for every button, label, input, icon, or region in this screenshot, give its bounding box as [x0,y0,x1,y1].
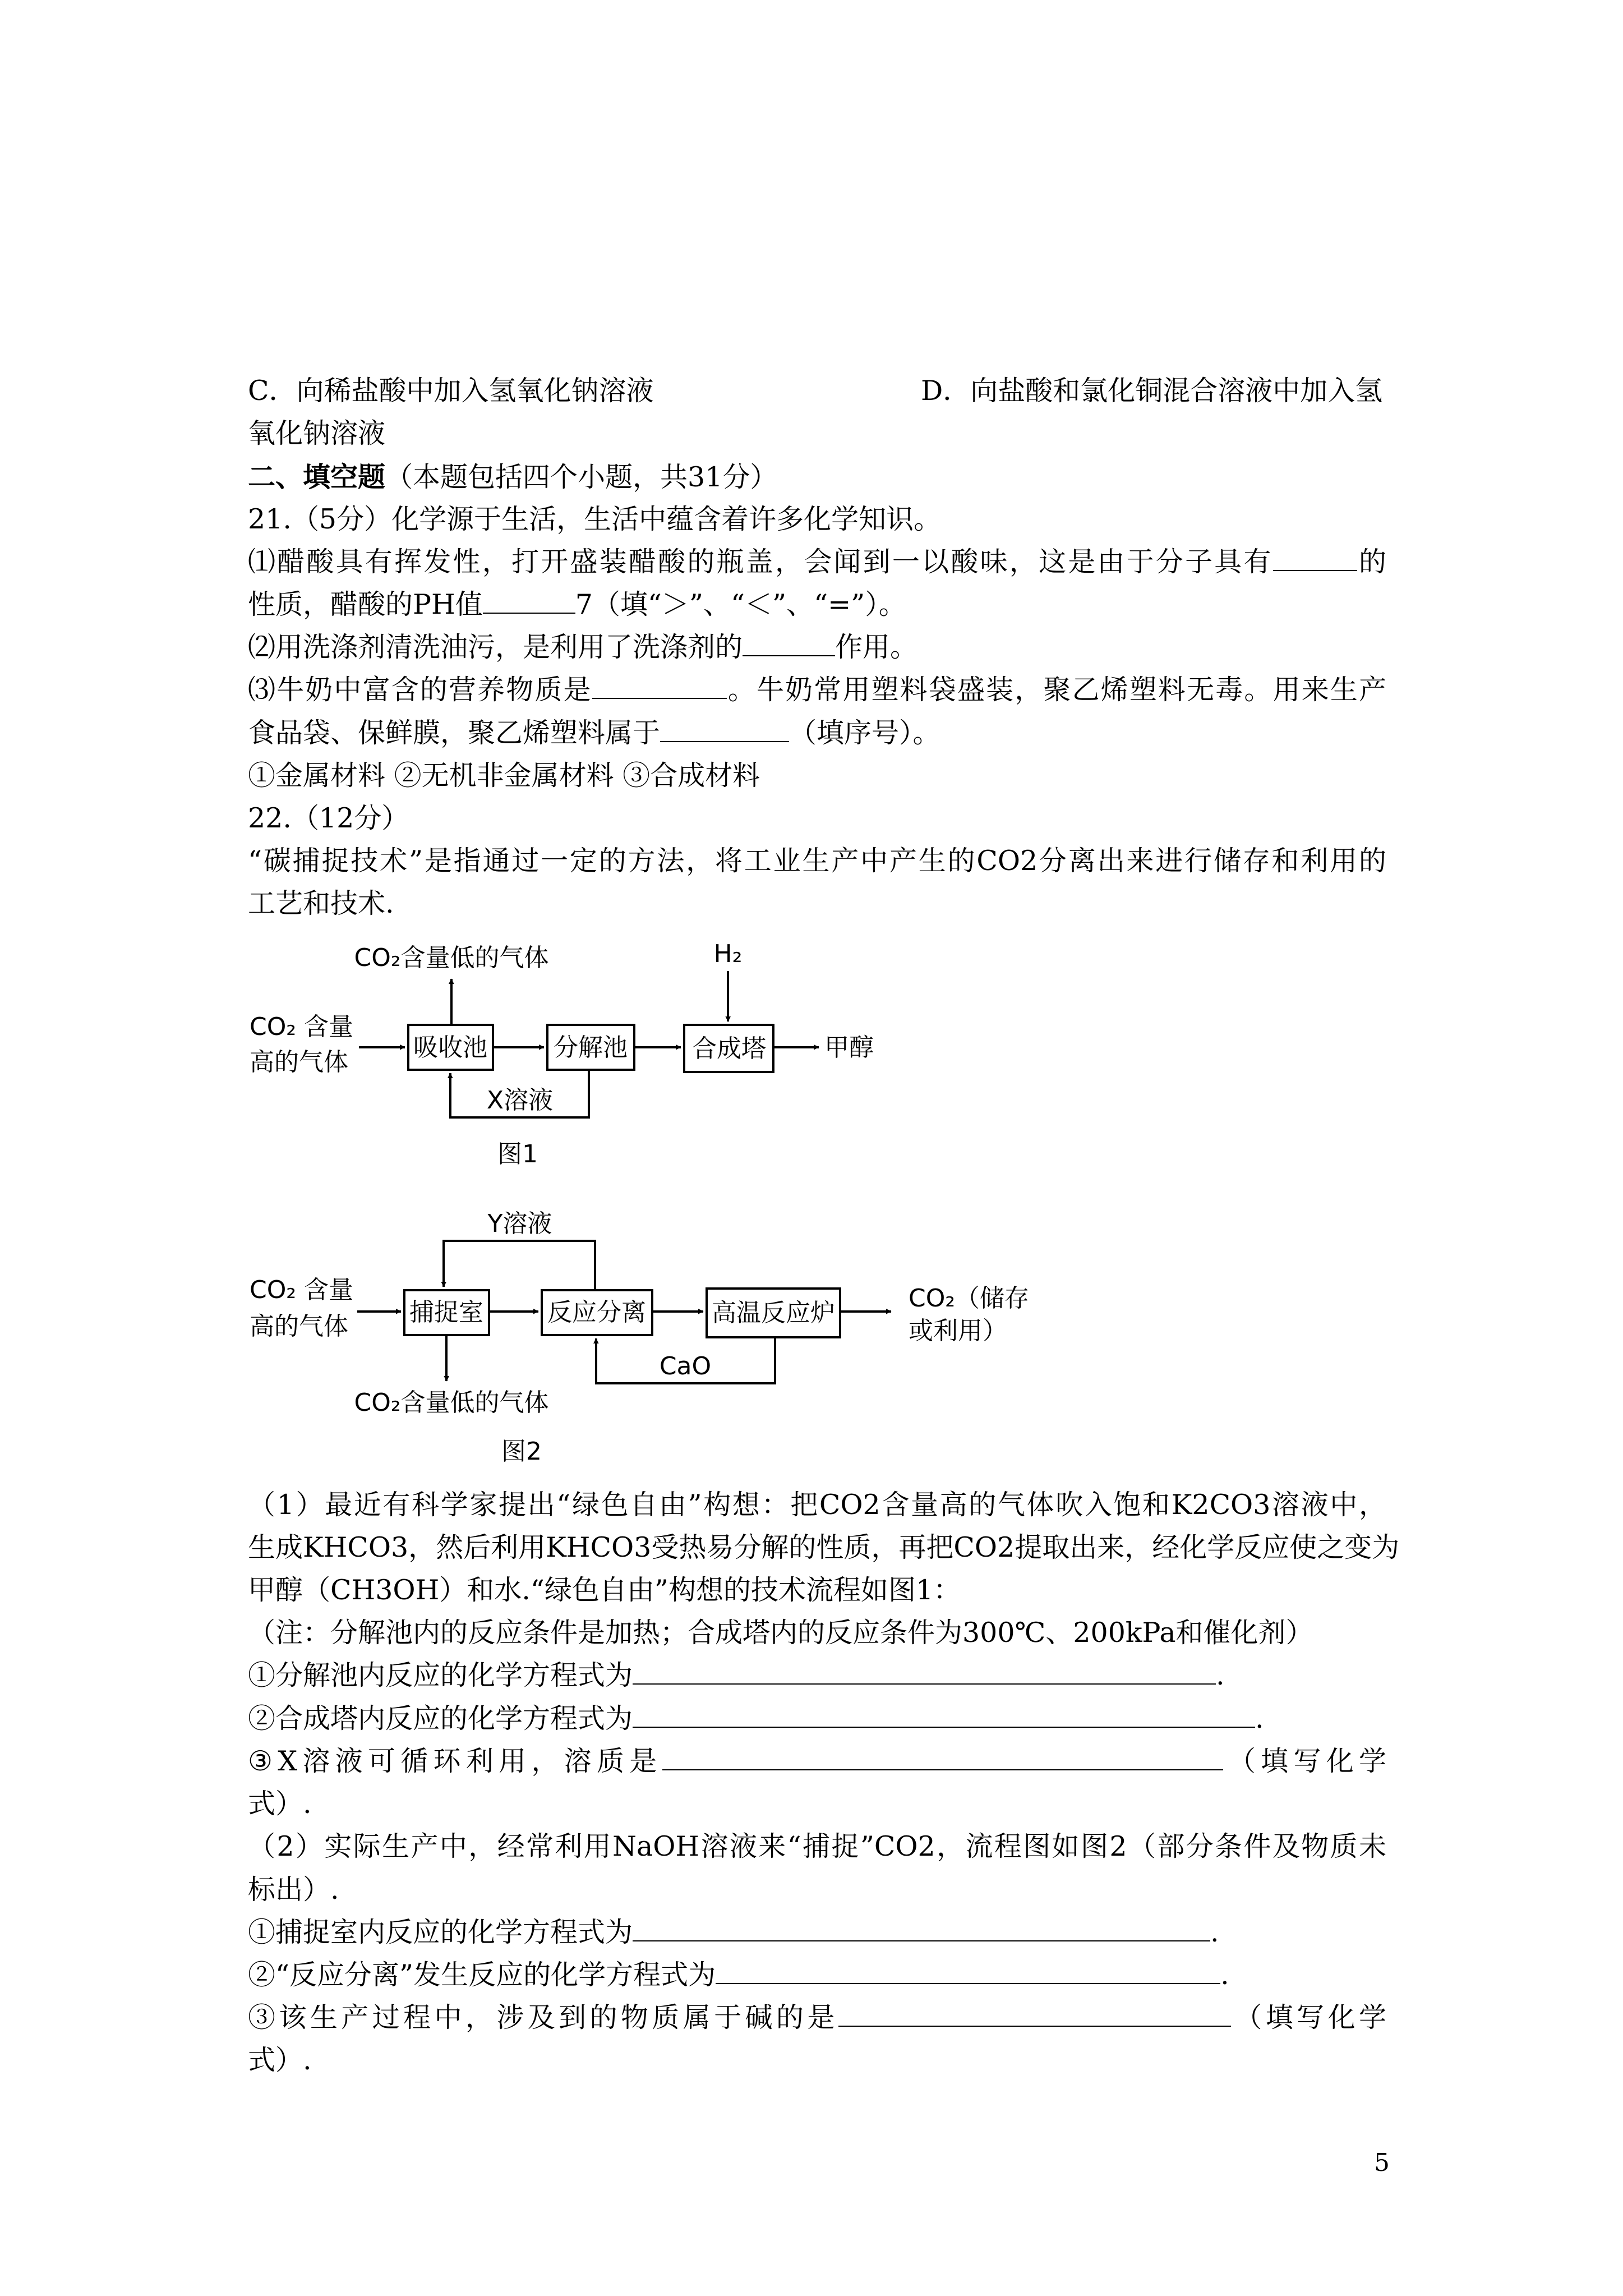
label: 甲醇 [824,1033,874,1062]
part1-q1 [248,1657,1386,1694]
part2-q3 [248,1999,1386,2036]
text: . [1210,1916,1219,1948]
label: CO₂含量低的气体 [354,1388,549,1417]
text: 作用。 [835,631,918,663]
text: ⑴醋酸具有挥发性，打开盛装醋酸的瓶盖，会闻到一以酸味，这是由于分子具有 [248,546,1273,578]
q21-choices: ①金属材料 ②无机非金属材料 ③合成材料 [248,760,760,792]
label: CO₂ 含量 [250,1013,353,1041]
part1-q3 [248,1743,1386,1780]
part1-line3: 甲醇（CH3OH）和水.“绿色自由”构想的技术流程如图1： [248,1574,961,1606]
label: CO₂含量低的气体 [354,944,549,972]
text: “碳捕捉技术”是指通过一定的方法，将工业生产中产生的CO2分离出来进行储存和利用的 [248,845,1386,877]
part2-q3-cont: 式）. [248,2044,312,2076]
answer-blank[interactable] [633,1659,1216,1685]
part2-line2: 标出）. [248,1874,339,1906]
text: ①分解池内反应的化学方程式为 [248,1659,633,1691]
label: 捕捉室 [409,1298,483,1327]
part1-q2 [248,1700,1386,1737]
caption: 图2 [501,1437,542,1466]
part1-q3-cont: 式）. [248,1788,312,1820]
part1-note: （注：分解池内的反应条件是加热；合成塔内的反应条件为300℃、200kPa和催化剂） [248,1617,1313,1649]
option-d: D．向盐酸和氯化铜混合溶液中加入氢 [921,375,1383,407]
text: 食品袋、保鲜膜，聚乙烯塑料属于 [248,717,661,749]
answer-blank[interactable] [662,1745,1223,1770]
text: ③X溶液可循环利用，溶质是 [248,1745,662,1777]
part2-q2 [248,1957,1386,1994]
section-title: 二、填空题 [248,461,386,493]
text: ②合成塔内反应的化学方程式为 [248,1703,633,1734]
q22-intro-2: 工艺和技术. [248,887,394,919]
text: （填序号）。 [789,717,940,749]
label: X溶液 [486,1086,554,1115]
text: （填写化学 [1223,1745,1386,1777]
label: 或利用） [909,1317,1007,1345]
loop-arrow [444,1241,595,1290]
answer-blank[interactable] [633,1916,1210,1941]
text: ③该生产过程中，涉及到的物质属于碱的是 [248,2001,838,2033]
label: 高温反应炉 [712,1299,835,1327]
text: ②“反应分离”发生反应的化学方程式为 [248,1959,716,1991]
text: （2）实际生产中，经常利用NaOH溶液来“捕捉”CO2，流程图如图2（部分条件及物质未 [248,1830,1386,1862]
option-c: C．向稀盐酸中加入氢氧化钠溶液 [248,375,654,407]
label: CaO [659,1352,712,1381]
text: . [1216,1659,1225,1691]
text: 生成KHCO3，然后利用KHCO3受热易分解的性质，再把CO2提取出来，经化学反应使之变为 [248,1531,1400,1563]
text: 。牛奶常用塑料袋盛装，聚乙烯塑料无毒。用来生产 [726,674,1386,706]
text: ⑵用洗涤剂清洗油污，是利用了洗涤剂的 [248,631,743,663]
label: 分解池 [554,1033,628,1062]
answer-blank[interactable] [716,1958,1220,1984]
text: ⑶牛奶中富含的营养物质是 [248,674,592,706]
figure-2-labels [250,1209,1029,1466]
label: 高的气体 [250,1048,348,1076]
label: CO₂ 含量 [250,1276,353,1304]
text: （1）最近有科学家提出“绿色自由”构想：把CO2含量高的气体吹入饱和K2CO3溶液中， [248,1489,1386,1521]
option-d-cont: 氧化钠溶液 [248,417,386,449]
text: 性质，醋酸的PH值 [248,588,483,620]
text: 7（填“＞”、“＜”、“=”）。 [575,588,906,620]
q22-heading: 22.（12分） [248,802,409,834]
label: 反应分离 [547,1298,646,1327]
text: 的 [1357,546,1386,578]
part2-q1 [248,1914,1386,1951]
part1-line2 [248,1529,1400,1566]
label: 吸收池 [413,1033,487,1062]
text: ①捕捉室内反应的化学方程式为 [248,1916,633,1948]
label: CO₂（储存 [909,1284,1029,1313]
figure-1-labels [250,940,874,1168]
part1-line1 [248,1487,1386,1524]
label: H₂ [713,940,743,968]
text: . [1255,1703,1264,1734]
answer-blank[interactable] [633,1702,1255,1728]
part2-line1 [248,1828,1386,1865]
label: 合成塔 [692,1034,766,1063]
page-number: 5 [1374,2148,1390,2177]
section-note: （本题包括四个小题，共31分） [385,461,778,493]
text: . [1220,1959,1229,1991]
label: Y溶液 [487,1209,552,1238]
q21-heading: 21.（5分）化学源于生活，生活中蕴含着许多化学知识。 [248,503,942,535]
label: 高的气体 [250,1312,348,1341]
caption: 图1 [497,1140,538,1168]
text: （填写化学 [1230,2001,1386,2033]
answer-blank[interactable] [838,2001,1231,2027]
